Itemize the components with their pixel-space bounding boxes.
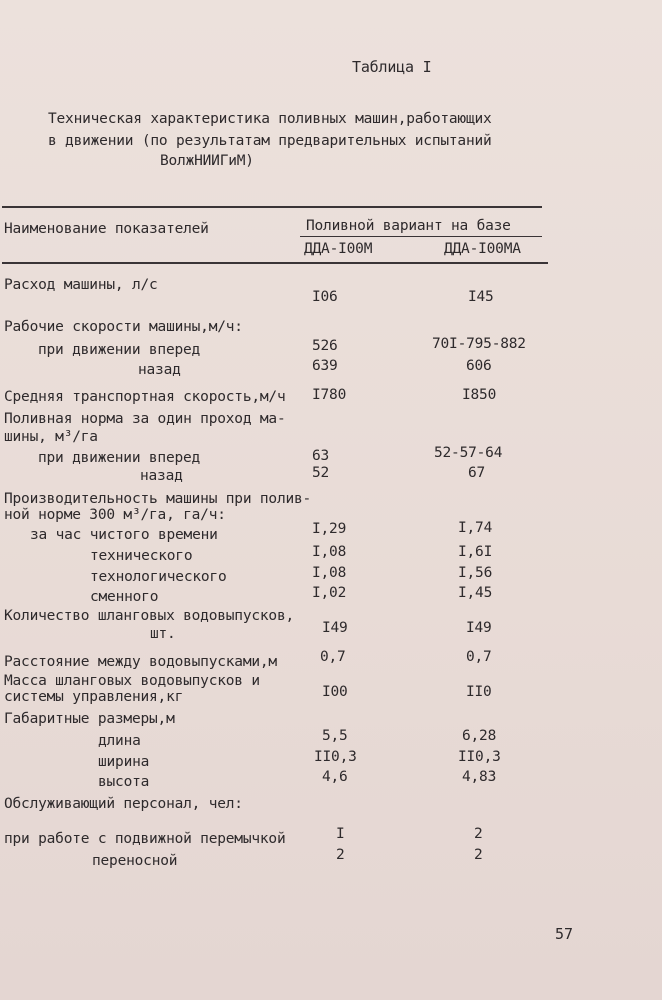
header-col-2: ДДА-I00МА	[444, 241, 521, 257]
row-value-1: 2	[336, 847, 345, 863]
row-value-1: 639	[312, 358, 338, 374]
row-value-2: I,45	[458, 585, 493, 601]
row-label: Обслуживающий персонал, чел:	[4, 796, 243, 812]
row-label: назад	[138, 362, 181, 378]
row-value-2: 2	[474, 847, 483, 863]
row-value-1: I,08	[312, 565, 347, 581]
table-top-rule	[2, 206, 542, 208]
row-label: Масса шланговых водовыпусков и	[4, 673, 260, 689]
row-label: высота	[98, 774, 150, 790]
row-label: Габаритные размеры,м	[4, 711, 175, 727]
row-value-2: 4,83	[462, 769, 497, 785]
row-label: Расход машины, л/с	[4, 277, 158, 293]
row-value-1: I780	[312, 387, 347, 403]
caption-line-3: ВолжНИИГиМ)	[160, 153, 254, 169]
row-value-1: I49	[322, 620, 348, 636]
row-label: Производительность машины при полив-	[4, 491, 312, 507]
row-value-2: I,6I	[458, 544, 493, 560]
row-label: при движении вперед	[38, 342, 201, 358]
header-col-1: ДДА-I00М	[304, 241, 373, 257]
row-value-2: 52-57-64	[434, 445, 503, 461]
row-label: при работе с подвижной перемычкой	[4, 831, 286, 847]
row-value-1: 63	[312, 448, 330, 464]
row-value-1: I06	[312, 289, 338, 305]
row-value-2: I,56	[458, 565, 493, 581]
row-value-2: I49	[466, 620, 492, 636]
row-value-2: I45	[468, 289, 494, 305]
header-bottom-rule	[2, 262, 548, 264]
row-value-1: 0,7	[320, 649, 346, 665]
row-value-2: 606	[466, 358, 492, 374]
row-value-2: I850	[462, 387, 497, 403]
page-number: 57	[555, 925, 574, 943]
row-label: Поливная норма за один проход ма-	[4, 411, 286, 427]
row-label: за час чистого времени	[30, 527, 218, 543]
row-value-2: I,74	[458, 520, 493, 536]
row-value-2: 70I-795-882	[432, 336, 526, 352]
row-value-2: 67	[468, 465, 486, 481]
row-value-1: I	[336, 826, 345, 842]
row-label: Количество шланговых водовыпусков,	[4, 608, 295, 624]
row-label: назад	[140, 468, 183, 484]
row-value-2: 6,28	[462, 728, 497, 744]
row-label: шт.	[150, 626, 176, 642]
row-value-1: I,08	[312, 544, 347, 560]
table-label: Таблица I	[352, 58, 432, 76]
row-label: при движении вперед	[38, 450, 201, 466]
row-label: технического	[90, 548, 193, 564]
row-value-2: 2	[474, 826, 483, 842]
row-value-2: 0,7	[466, 649, 492, 665]
row-value-1: 5,5	[322, 728, 348, 744]
row-label: технологического	[90, 569, 227, 585]
caption-line-2: в движении (по результатам предварительных испытаний	[48, 133, 492, 149]
row-label: Рабочие скорости машины,м/ч:	[4, 319, 243, 335]
row-value-1: I00	[322, 684, 348, 700]
row-value-2: II0	[466, 684, 492, 700]
header-group-rule	[300, 236, 542, 237]
row-value-1: 4,6	[322, 769, 348, 785]
row-value-1: I,02	[312, 585, 347, 601]
row-label: ширина	[98, 754, 150, 770]
row-label: ной норме 300 м³/га, га/ч:	[4, 507, 226, 523]
row-label: системы управления,кг	[4, 689, 184, 705]
header-indicator-name: Наименование показателей	[4, 221, 209, 237]
row-value-1: II0,3	[314, 749, 357, 765]
row-label: длина	[98, 733, 141, 749]
row-label: сменного	[90, 589, 159, 605]
row-value-1: 526	[312, 338, 338, 354]
row-label: переносной	[92, 853, 178, 869]
row-label: Средняя транспортная скорость,м/ч	[4, 389, 286, 405]
row-value-2: II0,3	[458, 749, 501, 765]
row-value-1: 52	[312, 465, 330, 481]
row-label: шины, м³/га	[4, 429, 98, 445]
row-value-1: I,29	[312, 521, 347, 537]
caption-line-1: Техническая характеристика поливных машин,работающих	[48, 111, 492, 127]
header-group-title: Поливной вариант на базе	[306, 218, 511, 234]
row-label: Расстояние между водовыпусками,м	[4, 654, 277, 670]
